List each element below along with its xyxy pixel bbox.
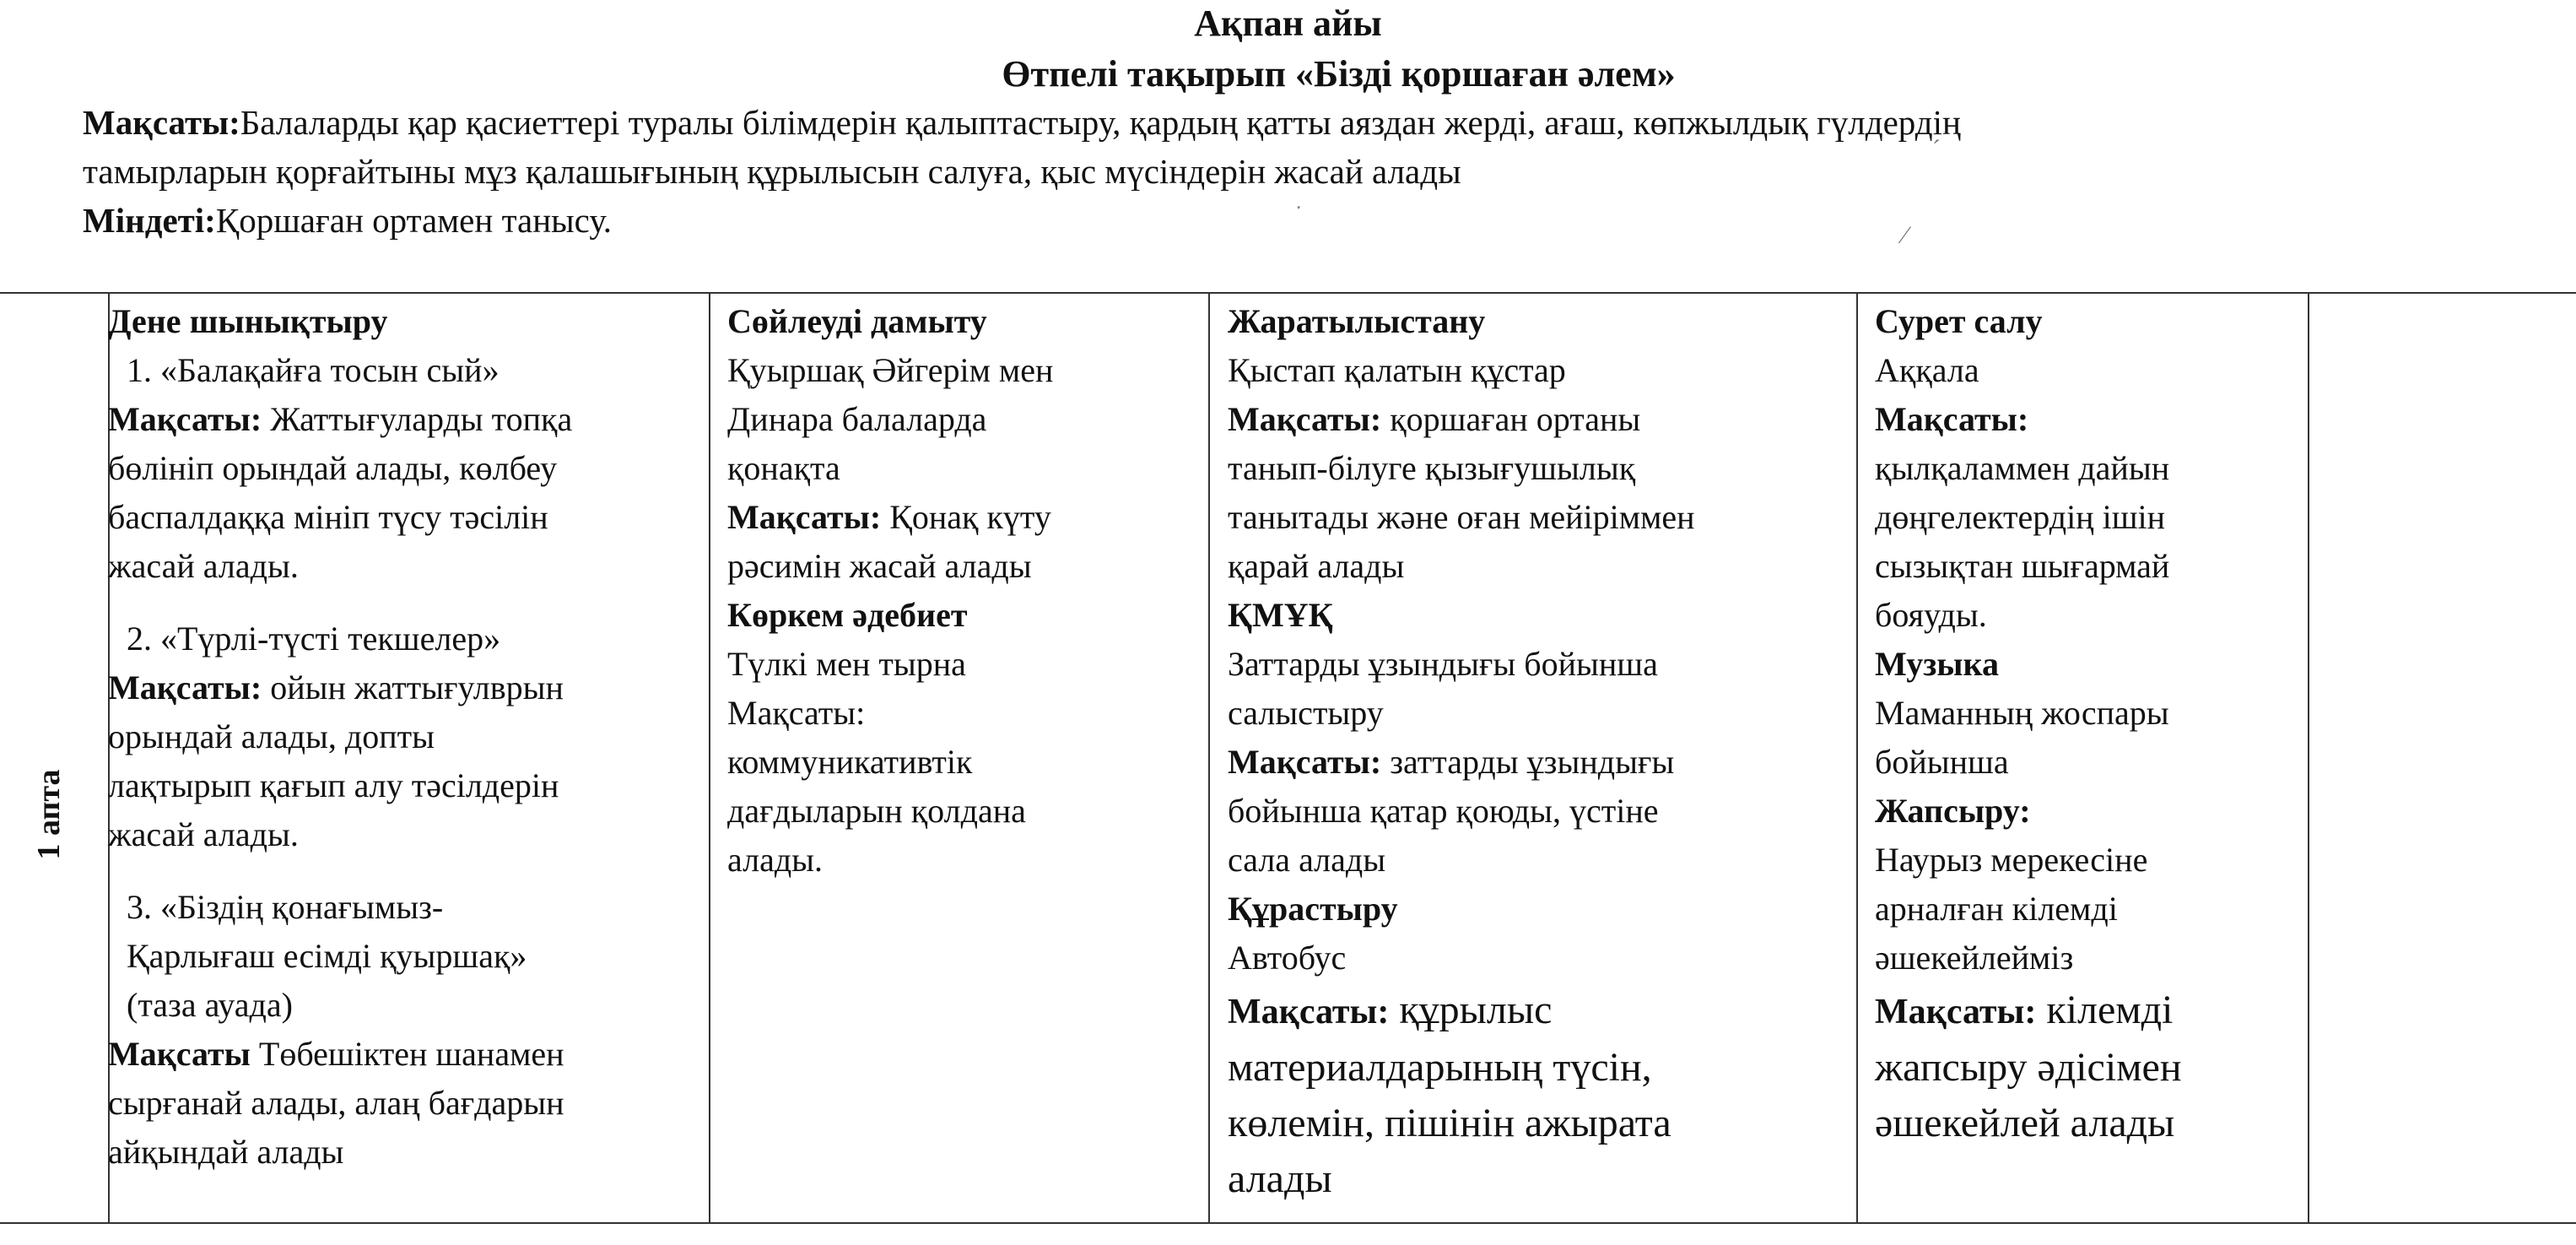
goal-line <box>108 663 699 712</box>
goal-text: көлемін, пішінін ажырата <box>1228 1101 1671 1145</box>
cell-heading: Құрастыру <box>1228 890 1398 928</box>
goal-text: қылқаламмен дайын <box>1875 449 2170 487</box>
topic-text: Автобус <box>1228 939 1347 977</box>
goal-text: жасай алады. <box>108 815 299 853</box>
goal-line <box>108 395 699 444</box>
goal-line <box>108 1030 699 1079</box>
table-column-divider <box>1208 292 1210 1224</box>
goal-text: дөңгелектердің ішін <box>1875 498 2166 536</box>
goal-text: баспалдаққа мініп түсу тәсілін <box>108 498 548 536</box>
topic-text: Заттарды ұзындығы бойынша <box>1228 645 1658 683</box>
table-column-divider <box>709 292 710 1224</box>
activity-note: (таза ауада) <box>127 986 293 1024</box>
scan-speck: ˑ <box>1295 196 1303 224</box>
task-label: Міндеті: <box>83 201 216 240</box>
goal-text: сырғанай алады, алаң бағдарын <box>108 1084 564 1122</box>
scan-speck: ⁄ <box>1903 221 1908 249</box>
goal-text: бойынша қатар қоюды, үстіне <box>1228 792 1659 830</box>
goal-text: алады. <box>727 841 824 879</box>
goal-text: бояуды. <box>1875 596 1987 634</box>
goal-line <box>1228 982 1848 1040</box>
cell-speech-development <box>727 297 1200 885</box>
goal-line <box>727 493 1200 542</box>
goal-text: құрылыс <box>1389 988 1553 1032</box>
cell-heading: Музыка <box>1875 645 1999 683</box>
goal-text: жасай алады. <box>108 547 299 585</box>
activity-title: Қарлығаш есімді қуыршақ» <box>127 937 527 975</box>
topic-text: әшекейлейміз <box>1875 939 2074 977</box>
goal-text: сала алады <box>1228 841 1386 879</box>
topic-text: Наурыз мерекесіне <box>1875 841 2148 879</box>
goal-text: танып-білуге қызығушылық <box>1228 449 1636 487</box>
goal-text-line2: тамырларын қорғайтыны мұз қалашығының құрылысын салуға, қыс мүсіндерін жасай алады <box>83 152 1461 191</box>
goal-text: бөлініп орындай алады, көлбеу <box>108 449 558 487</box>
goal-text: лақтырып қағып алу тәсілдерін <box>108 766 559 804</box>
topic-text: бойынша <box>1875 743 2009 781</box>
goal-label: Мақсаты <box>108 1035 251 1073</box>
goal-text: орындай алады, допты <box>108 717 435 755</box>
goal-label: Мақсаты: <box>1228 743 1382 781</box>
cell-heading: Жапсыру: <box>1875 792 2031 830</box>
goal-text: айқындай алады <box>108 1133 344 1171</box>
scan-speck: ˊ <box>1932 135 1941 163</box>
cell-heading: Дене шынықтыру <box>108 302 388 340</box>
goal-line <box>1228 395 1848 444</box>
goal-label: Мақсаты: <box>727 498 882 536</box>
topic-text: Аққала <box>1875 351 1979 389</box>
cell-heading: Сөйлеуді дамыту <box>727 302 987 340</box>
topic-text: Түлкі мен тырна <box>727 645 966 683</box>
goal-text: Қонақ күту <box>881 498 1051 536</box>
goal-text: Төбешіктен шанамен <box>250 1035 564 1073</box>
goal-text: ойын жаттығулврын <box>262 669 564 706</box>
goal-line <box>1228 738 1848 787</box>
goal-text: қоршаған ортаны <box>1381 400 1641 438</box>
cell-heading: ҚМҰҚ <box>1228 596 1333 634</box>
goal-text: материалдарының түсін, <box>1228 1045 1652 1090</box>
cell-heading: Сурет салу <box>1875 302 2043 340</box>
table-column-divider <box>1856 292 1858 1224</box>
topic-text: қонақта <box>727 449 840 487</box>
goal-text: рәсимін жасай алады <box>727 547 1032 585</box>
topic-text: Қыстап қалатын құстар <box>1228 351 1566 389</box>
table-top-border <box>0 292 2576 294</box>
cell-heading: Жаратылыстану <box>1228 302 1486 340</box>
page-subtitle: Өтпелі тақырып «Бізді қоршаған әлем» <box>1002 53 1676 95</box>
goal-text: әшекейлей алады <box>1875 1101 2175 1145</box>
topic-text: Маманның жоспары <box>1875 694 2169 732</box>
goal-text: танытады және оған мейіріммен <box>1228 498 1695 536</box>
cell-natural-science <box>1228 297 1848 1207</box>
goal-text: сызықтан шығармай <box>1875 547 2170 585</box>
page-title: Ақпан айы <box>1194 3 1382 44</box>
goal-text: дағдыларын қолдана <box>727 792 1026 830</box>
goal-text: жапсыру әдісімен <box>1875 1045 2182 1090</box>
activity-title: 2. «Түрлі-түсті текшелер» <box>127 620 501 658</box>
goal-text: заттарды ұзындығы <box>1381 743 1675 781</box>
task-text: Қоршаған ортамен танысу. <box>215 201 612 240</box>
week-label: 1 апта <box>31 769 67 860</box>
task-paragraph <box>83 196 612 245</box>
goal-text-line1: Балаларды қар қасиеттері туралы білімдерін қалыптастыру, қардың қатты аяздан жерді, ағаш, көпжылдық гүлдердің <box>240 103 1961 142</box>
topic-text: Динара балаларда <box>727 400 987 438</box>
goal-line <box>1875 982 2297 1040</box>
goal-label: Мақсаты: <box>1228 400 1382 438</box>
cell-heading: Көркем әдебиет <box>727 596 968 634</box>
goal-label: Мақсаты: <box>108 669 262 706</box>
table-bottom-border <box>0 1222 2576 1224</box>
goal-paragraph-line1 <box>83 98 1961 147</box>
goal-text: қарай алады <box>1228 547 1405 585</box>
cell-physical-education <box>108 297 699 1177</box>
goal-label: Мақсаты: <box>1875 993 2037 1031</box>
goal-label: Мақсаты: <box>83 103 240 142</box>
cell-drawing <box>1875 297 2297 1151</box>
goal-text: Жаттығуларды топқа <box>262 400 573 438</box>
table-column-divider <box>2308 292 2309 1224</box>
goal-label: Мақсаты: <box>1875 400 2029 438</box>
goal-text: коммуникативтік <box>727 743 973 781</box>
goal-label: Мақсаты: <box>108 400 262 438</box>
activity-title: 1. «Балақайға тосын сый» <box>127 351 500 389</box>
topic-text: Қуыршақ Әйгерім мен <box>727 351 1054 389</box>
activity-title: 3. «Біздің қонағымыз- <box>127 888 444 926</box>
goal-text: алады <box>1228 1156 1332 1201</box>
topic-text: арналған кілемді <box>1875 890 2118 928</box>
goal-text: кілемді <box>2036 988 2174 1032</box>
topic-text: салыстыру <box>1228 694 1384 732</box>
goal-label: Мақсаты: <box>727 694 866 732</box>
goal-label: Мақсаты: <box>1228 993 1390 1031</box>
